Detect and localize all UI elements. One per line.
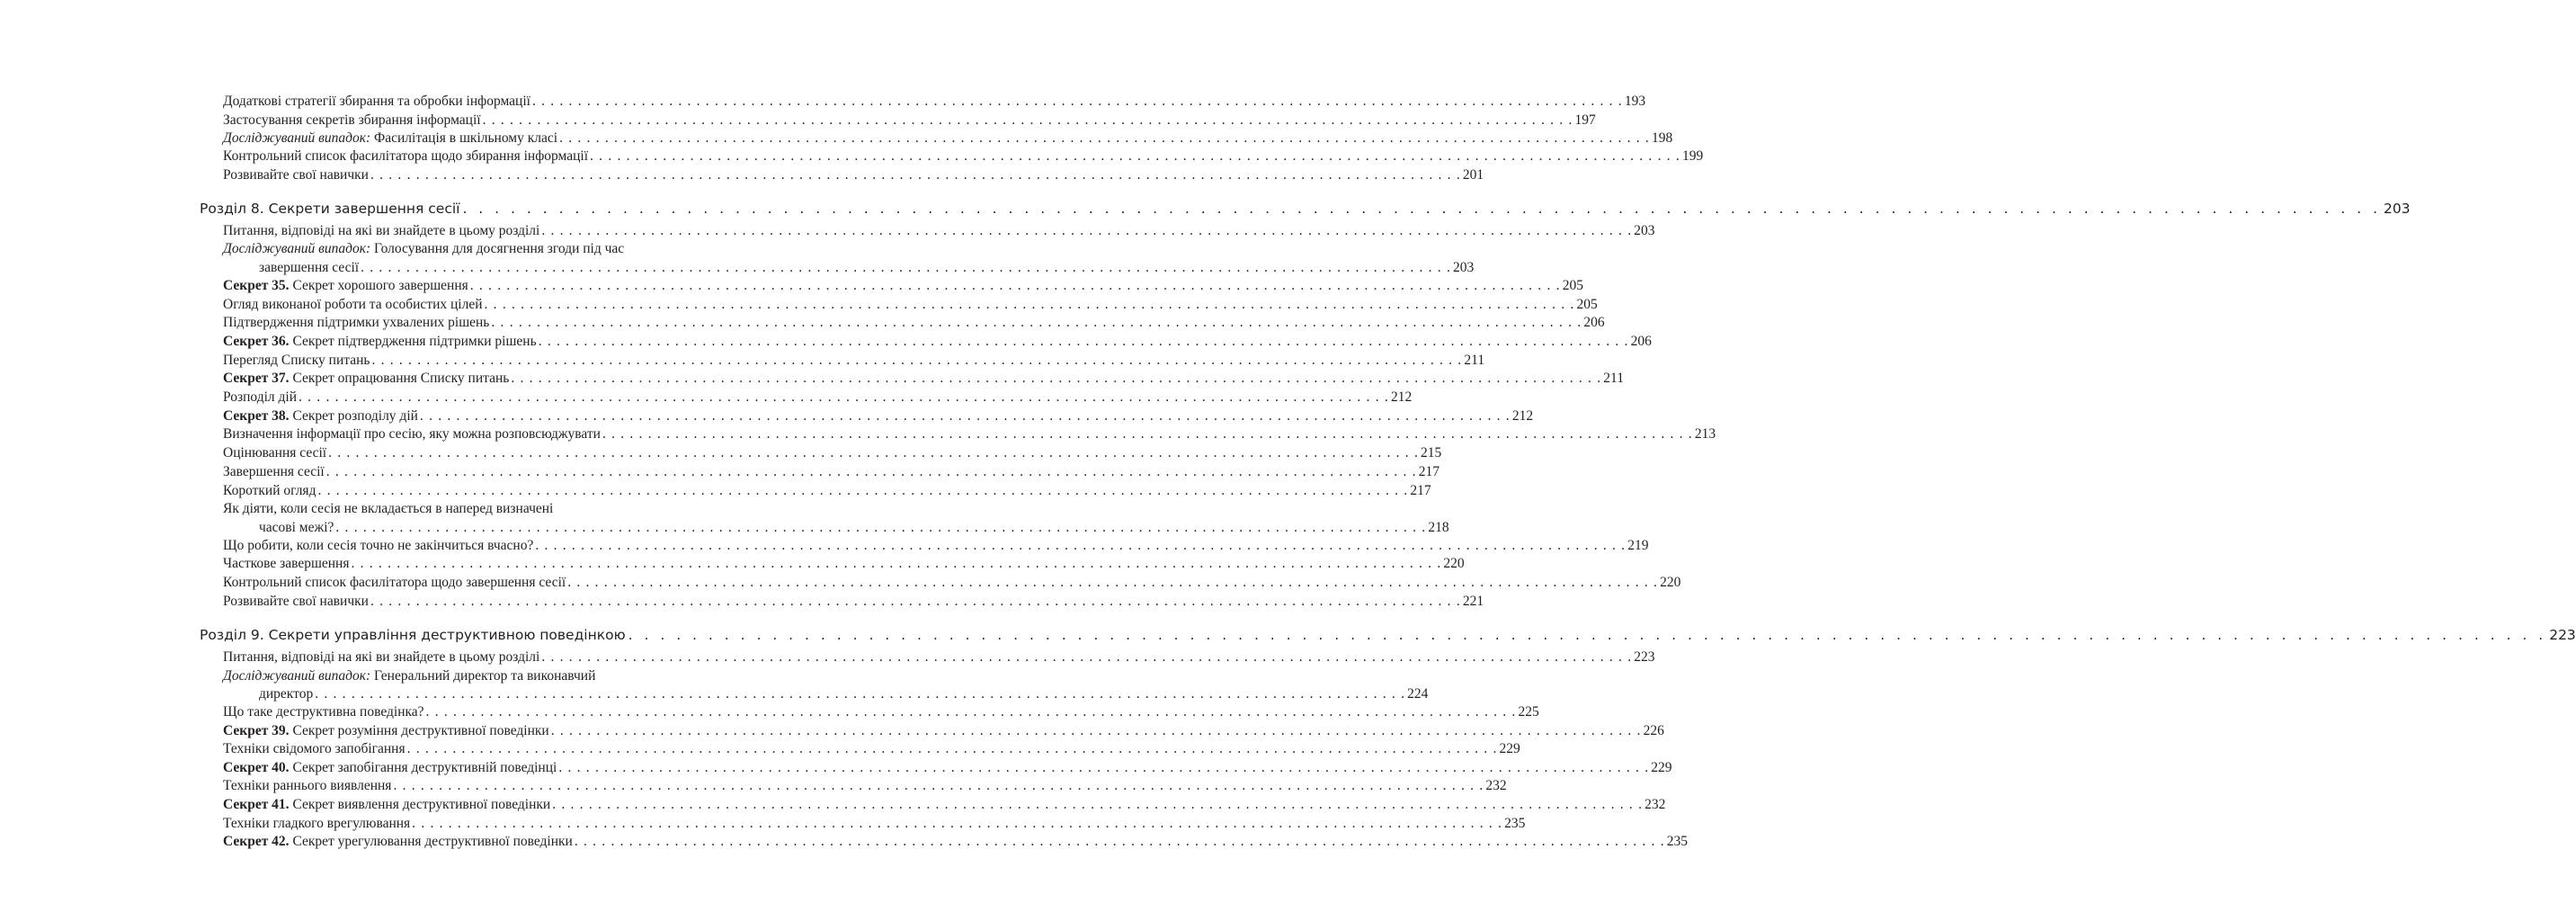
toc-entry [223,463,1440,481]
toc-entry [223,444,1442,462]
toc-entry-text: Секрет виявлення деструктивної поведінки [289,797,551,812]
toc-entry-text: Перегляд Списку питань [223,353,370,368]
toc-entry-title [223,593,369,611]
page-number: 232 [1485,778,1507,793]
toc-entry-title [223,482,316,500]
toc-entry [223,277,1583,295]
toc-entry-text: Питання, відповіді на які ви знайдете в цьому розділі [223,649,540,665]
page-number: 221 [1462,594,1484,609]
toc-entry-title [223,777,391,795]
toc-entry [223,389,1413,407]
dot-leader: . . . . . . . . . . . . . . . . . . . . . . . . . . . . . . . . . . . . . . . . . . . . . . . . . . . . . . . . . . . . . . . . . . . . . . . . . . . . . . . . . . . . . . . . . . . . . . . . . . . . . . . . . . . . . . . . . . . . . . . . [412,816,1503,831]
toc-entry [223,500,701,518]
case-study-label: Досліджуваний випадок: [223,668,371,684]
toc-entry-text: Голосування для досягнення згоди під час [370,241,625,256]
dot-leader: . . . . . . . . . . . . . . . . . . . . . . . . . . . . . . . . . . . . . . . . . . . . . . . . . . . . . . . . . . . . . . . . . . . . . . . . . . . . . . . . . . . . . . . . . . . . . . . . . . . . . . . . . . . . . . . . . . . . . . . . [559,130,1651,146]
toc-entry-text: Як діяти, коли сесія не вкладається в наперед визначені [223,501,554,516]
dot-leader: . . . . . . . . . . . . . . . . . . . . . . . . . . . . . . . . . . . . . . . . . . . . . . . . . . . . . . . . . . . . . . . . . . . . . . . . . . . . . . . . . . . . . . . . . . . . . . . . . . . . . . . . . . . . . . . . . . . . . . . . [552,797,1644,812]
page-number: 197 [1574,112,1596,128]
toc-entry [223,314,1605,332]
toc-entry-title [259,259,359,277]
toc-entry-text: Розподіл дій [223,389,297,405]
secret-number-label: Секрет 35. [223,278,290,293]
toc-entry-text: Огляд виконаної роботи та особистих цілей [223,297,483,312]
dot-leader: . . . . . . . . . . . . . . . . . . . . . . . . . . . . . . . . . . . . . . . . . . . . . . . . . . . . . . . . . . . . . . . . . . . . . . . . . . . . . . . . . . . . . . . . . . . . . . . . . . . . . . . . . . . . . . . . . . . . . . . . [558,760,1650,775]
page-number: 229 [1499,741,1520,756]
toc-entry [223,537,1649,555]
dot-leader: . . . . . . . . . . . . . . . . . . . . . . . . . . . . . . . . . . . . . . . . . . . . . . . . . . . . . . . . . . . . . . . . . . . . . . . . . . . . . . . . . . . . . . . . . . . . . . . . . . . . . . . . . . . . . . . . . . . . . . . . [370,167,1461,183]
toc-entry-text: Завершення сесії [223,464,325,479]
toc-entry [223,352,1485,370]
page-number: 212 [1390,389,1413,405]
dot-leader: . . . . . . . . . . . . . . . . . . . . . . . . . . . . . . . . . . . . . . . . . . . . . . . . . . . . . . . . . . . . . . . . . . . . . . . . . . . . . . . . . . . . . . . . . . . . . . . . . . . . . . . . . . . . . . . . . . . . . . . . [351,556,1442,571]
toc-entry-text: Секрет хорошого завершення [289,278,468,293]
page-number: 235 [1504,816,1526,831]
secret-number-label: Секрет 41. [223,797,290,812]
dot-leader: . . . . . . . . . . . . . . . . . . . . . . . . . . . . . . . . . . . . . . . . . . . . . . . . . . . . . . . . . . . . . . . . . . . . . . . . . . . . . . . . . . . . . . . . . . . . . . . . . . . . . . . . . . . . . . . . . . . . . . . . [371,353,1463,368]
page-number: 203 [2384,201,2411,217]
toc-entry [223,703,1539,721]
toc-entry-text: Розвивайте свої навички [223,167,369,183]
toc-entry-title [223,537,533,555]
page-number: 213 [1694,426,1716,442]
toc-entry [223,482,1431,500]
dot-leader: . . . . . . . . . . . . . . . . . . . . . . . . . . . . . . . . . . . . . . . . . . . . . . . . . . . . . . . . . . . . . . . . . . . . . . . . . . . . . . . . . . . . . . . . . . . . . . . . . . . . . . . . . . . . . . . . . . . . . . . . [541,223,1633,238]
dot-leader: . . . . . . . . . . . . . . . . . . . . . . . . . . . . . . . . . . . . . . . . . . . . . . . . . . . . . . . . . . . . . . . . . . . . . . . . . . . . . . . . . . . . . . . . . . . . . . . . . . . . . . . . . . . . . . . . . . . . . . . . [567,575,1659,590]
toc-entry [223,740,1520,758]
toc-entry-title [223,444,326,462]
toc-entry [223,759,1672,777]
toc-entry [223,777,1507,795]
toc-entry-title [259,685,313,703]
dot-leader: . . . . . . . . . . . . . . . . . . . . . . . . . . . . . . . . . . . . . . . . . . . . . . . . . . . . . . . . . . . . . . . . . . . . . . . . . . . . . . . . . . . . . . . . . . . . . . . . . . . . . . . . . . . . . . . . . . . . . . . . [538,334,1629,349]
dot-leader: . . . . . . . . . . . . . . . . . . . . . . . . . . . . . . . . . . . . . . . . . . . . . . . . . . . . . . . . . . . . . . . . . . . . . . . . . . . . . . . . . . . . . . . . . . . . . . . . . . . . . . . . . . . . . . . . . . . . . . . . [370,594,1461,609]
toc-entry-title [223,389,297,407]
toc-entry [223,667,701,685]
toc-entry-title [223,833,573,851]
dot-leader: . . . . . . . . . . . . . . . . . . . . . . . . . . . . . . . . . . . . . . . . . . . . . . . . . . . . . . . . . . . . . . . . . . . . . . . . . . . . . . . . . . . . . . . . . . . . . . . . . . . . . . . . . . . . . . . . . . . . . . . . [535,538,1627,553]
secret-number-label: Секрет 42. [223,834,290,849]
toc-entry-text: Техніки раннього виявлення [223,778,392,793]
toc-entry [223,555,1465,573]
dot-leader: . . . . . . . . . . . . . . . . . . . . . . . . . . . . . . . . . . . . . . . . . . . . . . . . . . . . . . . . . . . . . . . . . . . . . . . . . . . . . . . . . . . . . . . . . . . . . . . . . . . . . . . . . . . . . . . . . . . . . . . . [335,520,1427,535]
toc-entry [223,370,1624,388]
page-number: 199 [1681,148,1704,164]
toc-entry-text: Розвивайте свої навички [223,594,369,609]
toc-entry-text: Секрет опрацювання Списку питань [289,371,510,386]
page-number: 212 [1511,408,1534,424]
page-number: 203 [1634,223,1655,238]
toc-entry-title [223,500,553,518]
toc-entry-title [223,759,557,777]
dot-leader: . . . . . . . . . . . . . . . . . . . . . . . . . . . . . . . . . . . . . . . . . . . . . . . . . . . . . . . . . . . . . . . . . . . . . . . . . . . . . . . . . . . . . . . . . . . . . . . . . . . . . . . . . . . . . . . . . . . . . . . . [406,741,1498,756]
case-study-label: Досліджуваний випадок: [223,241,371,256]
toc-entry-text: Секрет розуміння деструктивної поведінки [289,723,549,738]
secret-number-label: Секрет 40. [223,760,290,775]
toc-entry-title [223,796,550,814]
toc-entry [223,593,1484,611]
toc-entry-title [223,166,369,184]
toc-entry [223,722,1664,740]
toc-entry-text: Оцінювання сесії [223,445,327,460]
dot-leader: . . . . . . . . . . . . . . . . . . . . . . . . . . . . . . . . . . . . . . . . . . . . . . . . . . . . . . . . . . . . . . . . . . . . . . . . . . . . . . . . . . . . . . . . . . . . . . . . . . . . . . . . . . . . . . . . . . . . . . . . [315,686,1406,702]
toc-entry-text: Питання, відповіді на які ви знайдете в цьому розділі [223,223,540,238]
page-number: 219 [1627,538,1649,553]
page-number: 224 [1407,686,1429,702]
toc-entry-title [223,574,566,592]
toc-entry-title [223,352,370,370]
toc-entry [259,685,1429,703]
toc-entry-text: Що таке деструктивна поведінка? [223,704,424,720]
chapter-heading [200,199,2411,219]
toc-entry-text: Часткове завершення [223,556,350,571]
dot-leader: . . . . . . . . . . . . . . . . . . . . . . . . . . . . . . . . . . . . . . . . . . . . . . . . . . . . . . . . . . . . . . . . . . . . . . . . . . . . . . . . . . . . . . . . . . . . . . . . . . . . . . . . . . . . . . . . . . . . . . . . [462,201,2382,217]
dot-leader: . . . . . . . . . . . . . . . . . . . . . . . . . . . . . . . . . . . . . . . . . . . . . . . . . . . . . . . . . . . . . . . . . . . . . . . . . . . . . . . . . . . . . . . . . . . . . . . . . . . . . . . . . . . . . . . . . . . . . . . . [531,94,1623,109]
toc-entry-text: Контрольний список фасилітатора щодо завершення сесії [223,575,566,590]
dot-leader: . . . . . . . . . . . . . . . . . . . . . . . . . . . . . . . . . . . . . . . . . . . . . . . . . . . . . . . . . . . . . . . . . . . . . . . . . . . . . . . . . . . . . . . . . . . . . . . . . . . . . . . . . . . . . . . . . . . . . . . . [628,627,2547,643]
dot-leader: . . . . . . . . . . . . . . . . . . . . . . . . . . . . . . . . . . . . . . . . . . . . . . . . . . . . . . . . . . . . . . . . . . . . . . . . . . . . . . . . . . . . . . . . . . . . . . . . . . . . . . . . . . . . . . . . . . . . . . . . [299,389,1389,405]
toc-entry-title [223,722,549,740]
dot-leader: . . . . . . . . . . . . . . . . . . . . . . . . . . . . . . . . . . . . . . . . . . . . . . . . . . . . . . . . . . . . . . . . . . . . . . . . . . . . . . . . . . . . . . . . . . . . . . . . . . . . . . . . . . . . . . . . . . . . . . . . [491,315,1582,330]
dot-leader: . . . . . . . . . . . . . . . . . . . . . . . . . . . . . . . . . . . . . . . . . . . . . . . . . . . . . . . . . . . . . . . . . . . . . . . . . . . . . . . . . . . . . . . . . . . . . . . . . . . . . . . . . . . . . . . . . . . . . . . . [574,834,1665,849]
toc-entry-text: Техніки гладкого врегулювання [223,816,411,831]
page-number: 218 [1428,520,1449,535]
toc-entry-title [223,407,418,425]
toc-entry [223,166,1484,184]
dot-leader: . . . . . . . . . . . . . . . . . . . . . . . . . . . . . . . . . . . . . . . . . . . . . . . . . . . . . . . . . . . . . . . . . . . . . . . . . . . . . . . . . . . . . . . . . . . . . . . . . . . . . . . . . . . . . . . . . . . . . . . . [484,297,1575,312]
dot-leader: . . . . . . . . . . . . . . . . . . . . . . . . . . . . . . . . . . . . . . . . . . . . . . . . . . . . . . . . . . . . . . . . . . . . . . . . . . . . . . . . . . . . . . . . . . . . . . . . . . . . . . . . . . . . . . . . . . . . . . . . [541,649,1633,665]
dot-leader: . . . . . . . . . . . . . . . . . . . . . . . . . . . . . . . . . . . . . . . . . . . . . . . . . . . . . . . . . . . . . . . . . . . . . . . . . . . . . . . . . . . . . . . . . . . . . . . . . . . . . . . . . . . . . . . . . . . . . . . . [393,778,1484,793]
dot-leader: . . . . . . . . . . . . . . . . . . . . . . . . . . . . . . . . . . . . . . . . . . . . . . . . . . . . . . . . . . . . . . . . . . . . . . . . . . . . . . . . . . . . . . . . . . . . . . . . . . . . . . . . . . . . . . . . . . . . . . . . [590,148,1680,164]
chapter-heading [200,625,2576,645]
secret-number-label: Секрет 39. [223,723,290,738]
toc-entry-title [223,333,537,351]
toc-entry-text: Що робити, коли сесія точно не закінчиться вчасно? [223,538,534,553]
toc-entry-text: Секрет розподілу дій [289,408,418,424]
secret-number-label: Секрет 37. [223,371,290,386]
toc-entry-title [223,463,325,481]
page-number: 205 [1576,297,1598,312]
dot-leader: . . . . . . . . . . . . . . . . . . . . . . . . . . . . . . . . . . . . . . . . . . . . . . . . . . . . . . . . . . . . . . . . . . . . . . . . . . . . . . . . . . . . . . . . . . . . . . . . . . . . . . . . . . . . . . . . . . . . . . . . [328,445,1420,460]
page-number: 201 [1462,167,1484,183]
secret-number-label: Секрет 36. [223,334,290,349]
toc-entry-title [223,314,489,332]
toc-entry [223,648,1655,666]
toc-entry [223,574,1681,592]
toc-entry-title [223,740,406,758]
page-number: 217 [1410,483,1431,498]
dot-leader: . . . . . . . . . . . . . . . . . . . . . . . . . . . . . . . . . . . . . . . . . . . . . . . . . . . . . . . . . . . . . . . . . . . . . . . . . . . . . . . . . . . . . . . . . . . . . . . . . . . . . . . . . . . . . . . . . . . . . . . . [550,723,1642,738]
toc-entry-title [223,296,483,314]
dot-leader: . . . . . . . . . . . . . . . . . . . . . . . . . . . . . . . . . . . . . . . . . . . . . . . . . . . . . . . . . . . . . . . . . . . . . . . . . . . . . . . . . . . . . . . . . . . . . . . . . . . . . . . . . . . . . . . . . . . . . . . . [425,704,1517,720]
page-number: 226 [1643,723,1664,738]
toc-entry-text: Визначення інформації про сесію, яку можна розповсюджувати [223,426,601,442]
toc-entry-text: Генеральний директор та виконавчий [370,668,596,684]
toc-entry-title [223,555,349,573]
dot-leader: . . . . . . . . . . . . . . . . . . . . . . . . . . . . . . . . . . . . . . . . . . . . . . . . . . . . . . . . . . . . . . . . . . . . . . . . . . . . . . . . . . . . . . . . . . . . . . . . . . . . . . . . . . . . . . . . . . . . . . . . [325,464,1417,479]
toc-entry-text: Розділ 9. Секрети управління деструктивною поведінкою [200,627,626,643]
toc-entry-title [223,93,530,111]
page-number: 215 [1421,445,1442,460]
toc-entry-title [223,112,481,130]
toc-entry [223,833,1689,851]
toc-entry-text: Контрольний список фасилітатора щодо збирання інформації [223,148,589,164]
page-number: 223 [2549,627,2576,643]
toc-entry-title [223,815,410,833]
toc-entry-title [223,425,601,443]
page-number: 206 [1583,315,1605,330]
page-number: 211 [1464,353,1485,368]
toc-entry-title [223,148,588,165]
toc-entry-title [223,130,557,148]
toc-entry [223,222,1655,240]
page-number: 223 [1634,649,1655,665]
toc-entry-text: Розділ 8. Секрети завершення сесії [200,201,460,217]
dot-leader: . . . . . . . . . . . . . . . . . . . . . . . . . . . . . . . . . . . . . . . . . . . . . . . . . . . . . . . . . . . . . . . . . . . . . . . . . . . . . . . . . . . . . . . . . . . . . . . . . . . . . . . . . . . . . . . . . . . . . . . . [361,260,1452,275]
toc-entry-text: часові межі? [259,520,334,535]
dot-leader: . . . . . . . . . . . . . . . . . . . . . . . . . . . . . . . . . . . . . . . . . . . . . . . . . . . . . . . . . . . . . . . . . . . . . . . . . . . . . . . . . . . . . . . . . . . . . . . . . . . . . . . . . . . . . . . . . . . . . . . . [469,278,1561,293]
toc-entry-text: Підтвердження підтримки ухвалених рішень [223,315,490,330]
toc-entry [223,93,1646,111]
toc-entry [223,130,1673,148]
page-number: 205 [1562,278,1583,293]
toc-entry-title [223,703,424,721]
toc-entry [223,333,1652,351]
dot-leader: . . . . . . . . . . . . . . . . . . . . . . . . . . . . . . . . . . . . . . . . . . . . . . . . . . . . . . . . . . . . . . . . . . . . . . . . . . . . . . . . . . . . . . . . . . . . . . . . . . . . . . . . . . . . . . . . . . . . . . . . [317,483,1409,498]
page-number: 217 [1418,464,1440,479]
page-number: 235 [1666,834,1689,849]
toc-entry-text: Додаткові стратегії збирання та обробки інформації [223,94,530,109]
page-number: 232 [1645,797,1666,812]
page-number: 211 [1603,371,1624,386]
toc-entry [223,240,701,258]
dot-leader: . . . . . . . . . . . . . . . . . . . . . . . . . . . . . . . . . . . . . . . . . . . . . . . . . . . . . . . . . . . . . . . . . . . . . . . . . . . . . . . . . . . . . . . . . . . . . . . . . . . . . . . . . . . . . . . . . . . . . . . . [419,408,1511,424]
page-number: 220 [1443,556,1465,571]
page-number: 193 [1624,94,1646,109]
toc-entry-title [223,240,624,258]
page-number: 198 [1652,130,1673,146]
toc-entry-text: завершення сесії [259,260,360,275]
toc-entry [223,148,1704,165]
toc-entry-text: Фасилітація в шкільному класі [370,130,558,146]
toc-entry [223,815,1526,833]
toc-entry-text: Короткий огляд [223,483,316,498]
page-number: 203 [1453,260,1475,275]
toc-entry-text: Секрет підтвердження підтримки рішень [289,334,537,349]
toc-entry-text: Секрет урегулювання деструктивної поведінки [289,834,573,849]
toc-entry-title [223,648,539,666]
toc-entry-text: директор [259,686,314,702]
toc-entry-text: Техніки свідомого запобігання [223,741,406,756]
page-number: 229 [1651,760,1672,775]
case-study-label: Досліджуваний випадок: [223,130,371,146]
toc-entry [223,425,1716,443]
toc-entry [223,407,1534,425]
toc-entry-title [200,625,626,645]
toc-entry-title [223,667,595,685]
dot-leader: . . . . . . . . . . . . . . . . . . . . . . . . . . . . . . . . . . . . . . . . . . . . . . . . . . . . . . . . . . . . . . . . . . . . . . . . . . . . . . . . . . . . . . . . . . . . . . . . . . . . . . . . . . . . . . . . . . . . . . . . [511,371,1602,386]
secret-number-label: Секрет 38. [223,408,290,424]
toc-entry-title [223,222,539,240]
page-number: 225 [1518,704,1539,720]
dot-leader: . . . . . . . . . . . . . . . . . . . . . . . . . . . . . . . . . . . . . . . . . . . . . . . . . . . . . . . . . . . . . . . . . . . . . . . . . . . . . . . . . . . . . . . . . . . . . . . . . . . . . . . . . . . . . . . . . . . . . . . . [482,112,1573,128]
toc-entry-text: Секрет запобігання деструктивній поведінці [289,760,557,775]
page-number: 206 [1630,334,1652,349]
toc-entry [223,296,1598,314]
page-number: 220 [1660,575,1681,590]
toc-entry [259,259,1475,277]
toc-entry-title [200,199,459,219]
toc-entry-title [259,519,334,537]
dot-leader: . . . . . . . . . . . . . . . . . . . . . . . . . . . . . . . . . . . . . . . . . . . . . . . . . . . . . . . . . . . . . . . . . . . . . . . . . . . . . . . . . . . . . . . . . . . . . . . . . . . . . . . . . . . . . . . . . . . . . . . . [602,426,1693,442]
toc-entry-text: Застосування секретів збирання інформації [223,112,481,128]
toc-entry-title [223,370,509,388]
toc-entry [259,519,1449,537]
toc-entry [223,796,1666,814]
toc-entry [223,112,1596,130]
toc-entry-title [223,277,468,295]
